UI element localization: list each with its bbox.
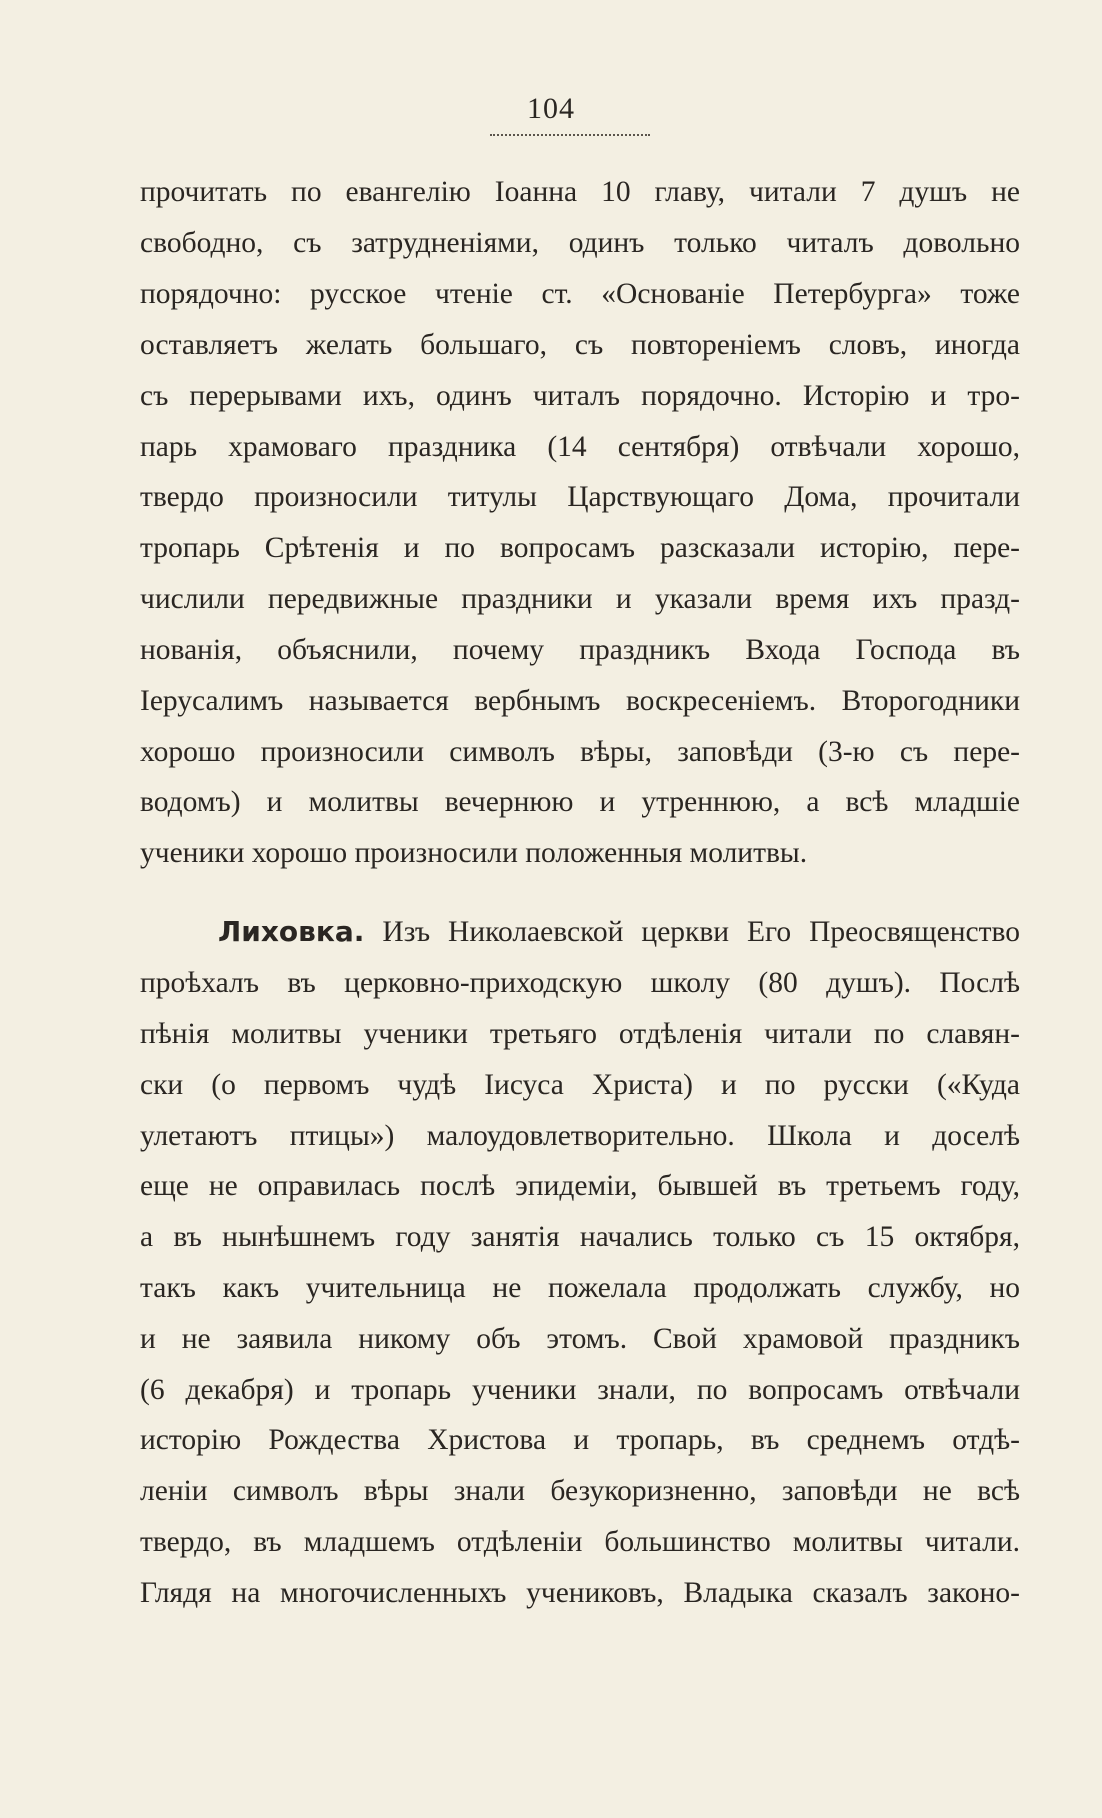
- text-line: леніи символъ вѣры знали безукоризненно, заповѣди не всѣ: [140, 1475, 1020, 1507]
- text-line: Іерусалимъ называется вербнымъ воскресеніемъ. Второгодники: [140, 685, 1020, 717]
- text-line: проѣхалъ въ церковно-приходскую школу (80 душъ). Послѣ: [140, 967, 1020, 999]
- text-line-heading: [218, 912, 1020, 952]
- text-line: съ перерывами ихъ, одинъ читалъ порядочно. Исторію и тро-: [140, 380, 1020, 412]
- text-line: твердо, въ младшемъ отдѣленіи большинство молитвы читали.: [140, 1526, 1020, 1558]
- text-line: улетаютъ птицы») малоудовлетворительно. Школа и доселѣ: [140, 1120, 1020, 1152]
- text-line: парь храмоваго праздника (14 сентября) отвѣчали хорошо,: [140, 431, 1020, 463]
- text-line: прочитать по евангелію Іоанна 10 главу, читали 7 душъ не: [140, 176, 1020, 208]
- text-line: и не заявила никому объ этомъ. Свой храмовой праздникъ: [140, 1323, 1020, 1355]
- page-number: 104: [527, 92, 575, 125]
- section-heading: Лиховка.: [218, 915, 365, 948]
- text-line: пѣнія молитвы ученики третьяго отдѣленія читали по славян-: [140, 1018, 1020, 1050]
- text-line: такъ какъ учительница не пожелала продолжать службу, но: [140, 1272, 1020, 1304]
- text-line: нованія, объяснили, почему праздникъ Входа Господа въ: [140, 634, 1020, 666]
- text-line: (6 декабря) и тропарь ученики знали, по вопросамъ отвѣчали: [140, 1374, 1020, 1406]
- text-line: а въ нынѣшнемъ году занятія начались только съ 15 октября,: [140, 1221, 1020, 1253]
- text-line: хорошо произносили символъ вѣры, заповѣди (3-ю съ пере-: [140, 736, 1020, 768]
- text-line: еще не оправилась послѣ эпидеміи, бывшей въ третьемъ году,: [140, 1170, 1020, 1202]
- text-line: ски (о первомъ чудѣ Іисуса Христа) и по русски («Куда: [140, 1069, 1020, 1101]
- text-line: числили передвижные праздники и указали время ихъ празд-: [140, 583, 1020, 615]
- text-line: порядочно: русское чтеніе ст. «Основаніе Петербурга» тоже: [140, 278, 1020, 310]
- text-line: Глядя на многочисленныхъ учениковъ, Владыка сказалъ законо-: [140, 1577, 1020, 1609]
- text-line: оставляетъ желать большаго, съ повтореніемъ словъ, иногда: [140, 329, 1020, 361]
- text-span: Изъ Николаевской церкви Его Преосвященство: [382, 916, 1020, 948]
- text-line: свободно, съ затрудненіями, одинъ только читалъ довольно: [140, 227, 1020, 259]
- page-number-rule: [490, 134, 650, 136]
- text-line: ученики хорошо произносили положенныя молитвы.: [140, 837, 808, 869]
- text-line: тропарь Срѣтенія и по вопросамъ разсказали исторію, пере-: [140, 532, 1020, 564]
- text-line: твердо произносили титулы Царствующаго Дома, прочитали: [140, 481, 1020, 513]
- text-line: водомъ) и молитвы вечернюю и утреннюю, а всѣ младшіе: [140, 786, 1020, 818]
- text-line: исторію Рождества Христова и тропарь, въ среднемъ отдѣ-: [140, 1424, 1020, 1456]
